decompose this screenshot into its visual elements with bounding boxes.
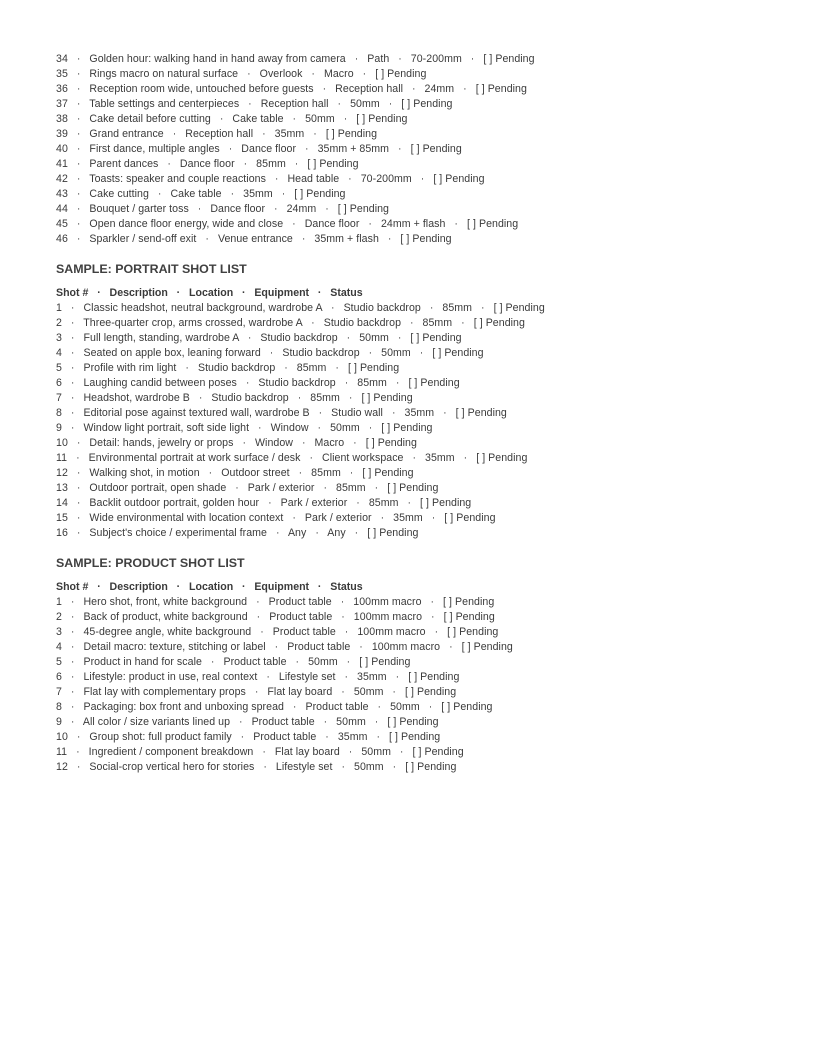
section-heading-product: SAMPLE: PRODUCT SHOT LIST [56, 556, 245, 570]
list-item: 12 · Walking shot, in motion · Outdoor street · 85mm · [ ] Pending [56, 467, 414, 479]
list-item: 14 · Backlit outdoor portrait, golden hour · Park / exterior · 85mm · [ ] Pending [56, 497, 472, 509]
column-header-row: Shot # · Description · Location · Equipment · Status [56, 287, 363, 299]
list-item: 4 · Seated on apple box, leaning forward · Studio backdrop · 50mm · [ ] Pending [56, 347, 484, 359]
list-item: 13 · Outdoor portrait, open shade · Park / exterior · 85mm · [ ] Pending [56, 482, 439, 494]
list-item: 2 · Back of product, white background · Product table · 100mm macro · [ ] Pending [56, 611, 495, 623]
list-item: 37 · Table settings and centerpieces · Reception hall · 50mm · [ ] Pending [56, 98, 453, 110]
list-item: 8 · Packaging: box front and unboxing spread · Product table · 50mm · [ ] Pending [56, 701, 493, 713]
list-item: 10 · Group shot: full product family · Product table · 35mm · [ ] Pending [56, 731, 441, 743]
list-item: 4 · Detail macro: texture, stitching or label · Product table · 100mm macro · [ ] Pending [56, 641, 513, 653]
list-item: 36 · Reception room wide, untouched before guests · Reception hall · 24mm · [ ] Pending [56, 83, 527, 95]
list-item: 7 · Headshot, wardrobe B · Studio backdrop · 85mm · [ ] Pending [56, 392, 413, 404]
list-item: 11 · Ingredient / component breakdown · Flat lay board · 50mm · [ ] Pending [56, 746, 464, 758]
list-item: 5 · Profile with rim light · Studio backdrop · 85mm · [ ] Pending [56, 362, 400, 374]
wedding-shot-list-continued [56, 52, 776, 247]
product-shot-list [56, 555, 776, 775]
list-item: 41 · Parent dances · Dance floor · 85mm · [ ] Pending [56, 158, 359, 170]
list-item: 9 · Window light portrait, soft side light · Window · 50mm · [ ] Pending [56, 422, 433, 434]
list-item: 16 · Subject's choice / experimental frame · Any · Any · [ ] Pending [56, 527, 419, 539]
list-item: 38 · Cake detail before cutting · Cake table · 50mm · [ ] Pending [56, 113, 408, 125]
list-item: 45 · Open dance floor energy, wide and close · Dance floor · 24mm + flash · [ ] Pending [56, 218, 519, 230]
list-item: 40 · First dance, multiple angles · Dance floor · 35mm + 85mm · [ ] Pending [56, 143, 462, 155]
list-item: 5 · Product in hand for scale · Product table · 50mm · [ ] Pending [56, 656, 411, 668]
column-header-row: Shot # · Description · Location · Equipment · Status [56, 581, 363, 593]
list-item: 3 · 45-degree angle, white background · Product table · 100mm macro · [ ] Pending [56, 626, 499, 638]
list-item: 34 · Golden hour: walking hand in hand away from camera · Path · 70-200mm · [ ] Pending [56, 53, 535, 65]
list-item: 1 · Classic headshot, neutral background, wardrobe A · Studio backdrop · 85mm · [ ] Pending [56, 302, 545, 314]
list-item: 9 · All color / size variants lined up · Product table · 50mm · [ ] Pending [56, 716, 439, 728]
document-page [56, 52, 776, 775]
list-item: 44 · Bouquet / garter toss · Dance floor · 24mm · [ ] Pending [56, 203, 389, 215]
list-item: 11 · Environmental portrait at work surface / desk · Client workspace · 35mm · [ ] Pending [56, 452, 528, 464]
list-item: 3 · Full length, standing, wardrobe A · Studio backdrop · 50mm · [ ] Pending [56, 332, 462, 344]
list-item: 8 · Editorial pose against textured wall, wardrobe B · Studio wall · 35mm · [ ] Pending [56, 407, 507, 419]
list-item: 1 · Hero shot, front, white background · Product table · 100mm macro · [ ] Pending [56, 596, 495, 608]
list-item: 15 · Wide environmental with location context · Park / exterior · 35mm · [ ] Pending [56, 512, 496, 524]
list-item: 10 · Detail: hands, jewelry or props · Window · Macro · [ ] Pending [56, 437, 417, 449]
section-heading-portrait: SAMPLE: PORTRAIT SHOT LIST [56, 262, 247, 276]
list-item: 7 · Flat lay with complementary props · Flat lay board · 50mm · [ ] Pending [56, 686, 457, 698]
list-item: 2 · Three-quarter crop, arms crossed, wardrobe A · Studio backdrop · 85mm · [ ] Pending [56, 317, 525, 329]
list-item: 35 · Rings macro on natural surface · Overlook · Macro · [ ] Pending [56, 68, 427, 80]
list-item: 39 · Grand entrance · Reception hall · 35mm · [ ] Pending [56, 128, 378, 140]
list-item: 42 · Toasts: speaker and couple reactions · Head table · 70-200mm · [ ] Pending [56, 173, 485, 185]
list-item: 6 · Lifestyle: product in use, real context · Lifestyle set · 35mm · [ ] Pending [56, 671, 460, 683]
list-item: 12 · Social-crop vertical hero for stories · Lifestyle set · 50mm · [ ] Pending [56, 761, 457, 773]
list-item: 6 · Laughing candid between poses · Studio backdrop · 85mm · [ ] Pending [56, 377, 460, 389]
list-item: 43 · Cake cutting · Cake table · 35mm · [ ] Pending [56, 188, 346, 200]
list-item: 46 · Sparkler / send-off exit · Venue entrance · 35mm + flash · [ ] Pending [56, 233, 452, 245]
portrait-shot-list [56, 261, 776, 541]
